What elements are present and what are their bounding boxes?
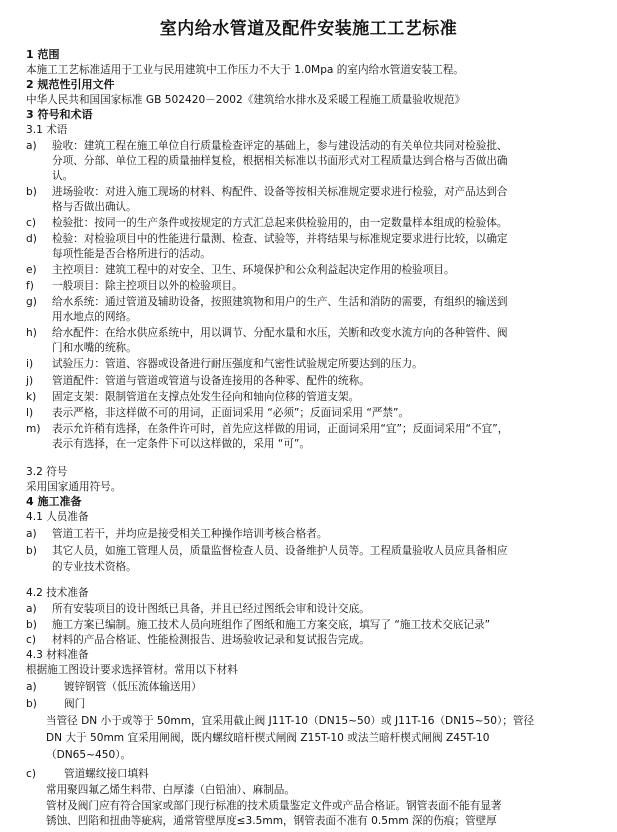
list-item-marker: k) (26, 390, 37, 403)
list-item-marker: b) (26, 618, 37, 631)
section-4-1-heading: 4.1 人员准备 (26, 511, 89, 523)
list-item-line: 试验压力：管道、容器或设备进行耐压强度和气密性试验规定所要达到的压力。 (52, 358, 423, 371)
document-title: 室内给水管道及配件安装施工工艺标准 (159, 19, 458, 39)
list-item-line: 门和水嘴的统称。 (52, 342, 137, 355)
list-item-marker: a) (26, 140, 37, 152)
list-item-line: 每项性能是否合格所进行的活动。 (52, 247, 211, 260)
list-item-line: 认。 (52, 169, 74, 182)
section-4-3-heading: 4.3 材料准备 (26, 649, 89, 661)
list-item-line: 一般项目：除主控项目以外的检验项目。 (52, 280, 243, 293)
section-3-2-text: 采用国家通用符号。 (26, 481, 122, 493)
material-a-text: 镀锌钢管（低压流体输送用） (64, 681, 202, 693)
list-item-line: 用水地点的网络。 (52, 311, 137, 324)
material-c-text: 管道螺纹接口填料 (64, 768, 149, 780)
list-item-line: 的专业技术资格。 (52, 560, 137, 573)
list-item-line: 验收：建筑工程在施工单位自行质量检查评定的基础上，参与建设活动的有关单位共同对检验批、 (52, 140, 508, 152)
list-item-marker: c) (26, 216, 36, 229)
list-item-line: 主控项目：建筑工程中的对安全、卫生、环境保护和公众利益起决定作用的检验项目。 (52, 264, 455, 276)
list-item-marker: l) (26, 407, 34, 419)
list-item-line: 管道配件：管道与管道或管道与设备连接用的各种零、配件的统称。 (52, 374, 370, 387)
section-2-text: 中华人民共和国国家标准 GB 502420－2002《建筑给水排水及采暖工程施工质量验收规范》 (26, 94, 466, 106)
list-item-marker: b) (26, 545, 37, 557)
section-2-heading: 2 规范性引用文件 (26, 78, 115, 91)
list-item-line: 分项、分部、单位工程的质量抽样复检，根据相关标准以书面形式对工程质量达到合格与否做出确 (52, 154, 508, 167)
list-item-line: 管道工若干，并均应是接受相关工种操作培训考核合格者。 (52, 528, 328, 540)
list-item-line: 表示有选择，在一定条件下可以这样做的，采用 “可”。 (52, 438, 310, 450)
list-item-line: 检验批：按同一的生产条件或按规定的方式汇总起来供检验用的，由一定数量样本组成的检验体。 (52, 216, 508, 229)
list-item-line: 表示允许稍有选择，在条件许可时，首先应这样做的用词，正面词采用“宜”；反面词采用“不宜”， (52, 423, 509, 436)
list-item-marker: a) (26, 603, 37, 615)
list-item-line: 固定支架：限制管道在支撑点处发生径向和轴向位移的管道支架。 (52, 390, 360, 403)
pipe-line-1: 管材及阀门应有符合国家或部门现行标准的技术质量鉴定文件或产品合格证。钢管表面不能有显著 (46, 800, 502, 812)
list-item-line: 表示严格，非这样做不可的用词，正面词采用 “必须”；反面词采用 “严禁”。 (52, 407, 410, 419)
material-a-marker: a) (26, 681, 37, 693)
list-item-line: 进场验收：对进入施工现场的材料、构配件、设备等按相关标准规定要求进行检验，对产品达到合 (52, 185, 508, 198)
list-item-marker: a) (26, 528, 37, 540)
pipe-line-2: 锈蚀、凹陷和扭曲等疵病，通常管壁厚度≤3.5mm，钢管表面不准有 0.5mm 深的伤痕；管壁厚 (46, 815, 497, 827)
valve-line-1: 当管径 DN 小于或等于 50mm，宜采用截止阀 J11T-10（DN15~50）或 J11T-16（DN15~50）；管径 (46, 715, 535, 727)
list-item-marker: g) (26, 296, 37, 309)
valve-line-2: DN 大于 50mm 宜采用闸阀，既内螺纹暗杆楔式闸阀 Z15T-10 或法兰暗杆楔式闸阀 Z45T-10 (46, 732, 490, 744)
list-item-marker: j) (26, 374, 34, 387)
list-item-marker: d) (26, 233, 37, 245)
thread-filler-text: 常用聚四氟乙烯生料带、白厚漆（白铅油）、麻制品。 (46, 784, 295, 796)
section-1-text: 本施工工艺标准适用于工业与民用建筑中工作压力不大于 1.0Mpa 的室内给水管道安装工程。 (26, 64, 464, 76)
list-item-line: 检验：对检验项目中的性能进行量测、检查、试验等，并将结果与标准规定要求进行比较，以确定 (52, 233, 508, 245)
list-item-marker: b) (26, 185, 37, 198)
list-item-line: 给水配件：在给水供应系统中，用以调节、分配水量和水压，关断和改变水流方向的各种管件、阀 (52, 327, 508, 340)
valve-line-3: （DN65~450）。 (46, 749, 132, 761)
list-item-line: 施工方案已编制。施工技术人员向班组作了图纸和施工方案交底，填写了 “施工技术交底记录” (52, 618, 491, 631)
list-item-line: 格与否做出确认。 (52, 200, 137, 213)
section-4-2-heading: 4.2 技术准备 (26, 587, 89, 599)
list-item-line: 给水系统：通过管道及辅助设备，按照建筑物和用户的生产、生活和消防的需要，有组织的输送到 (52, 296, 508, 309)
section-4-3-text: 根据施工图设计要求选择管材。常用以下材料 (26, 664, 238, 676)
list-item-marker: c) (26, 634, 36, 646)
section-3-heading: 3 符号和术语 (26, 108, 93, 121)
list-item-line: 所有安装项目的设计图纸已具备，并且已经过图纸会审和设计交底。 (52, 603, 370, 615)
material-c-marker: c) (26, 768, 36, 780)
material-b-marker: b) (26, 698, 37, 710)
list-item-marker: h) (26, 327, 37, 340)
list-item-marker: e) (26, 264, 37, 276)
section-4-heading: 4 施工准备 (26, 495, 82, 508)
section-3-1-heading: 3.1 术语 (26, 124, 68, 136)
section-1-heading: 1 范围 (26, 48, 60, 61)
list-item-marker: i) (26, 358, 34, 371)
list-item-line: 其它人员，如施工管理人员，质量监督检查人员、设备维护人员等。工程质量验收人员应具备相应 (52, 545, 508, 557)
list-item-marker: f) (26, 280, 34, 293)
section-3-2-heading: 3.2 符号 (26, 466, 68, 478)
material-b-text: 阀门 (64, 698, 86, 710)
list-item-line: 材料的产品合格证、性能检测报告、进场验收记录和复试报告完成。 (52, 634, 370, 646)
list-item-marker: m) (26, 423, 41, 436)
